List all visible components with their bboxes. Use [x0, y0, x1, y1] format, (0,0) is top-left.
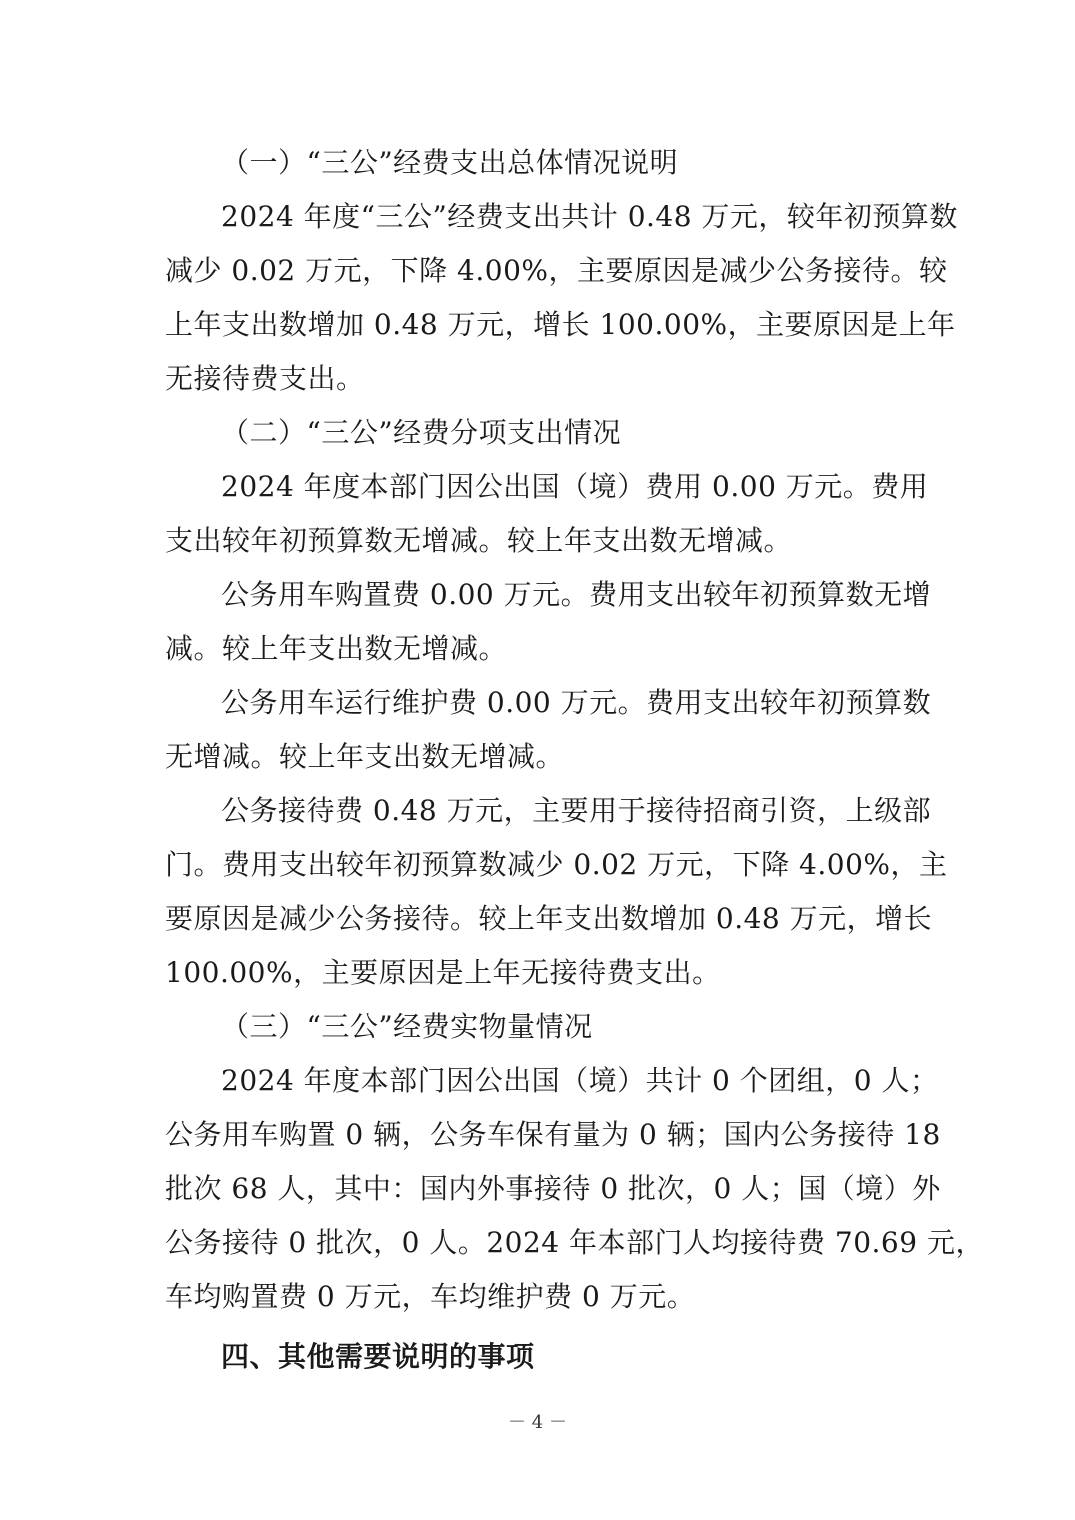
paragraph-line: 车均购置费 0 万元，车均维护费 0 万元。	[165, 1280, 696, 1313]
paragraph-line: 无增减。较上年支出数无增减。	[165, 740, 565, 773]
chapter-heading-4: 四、其他需要说明的事项	[221, 1340, 535, 1373]
section-heading-1: （一）“三公”经费支出总体情况说明	[221, 146, 679, 179]
paragraph-line: 门。费用支出较年初预算数减少 0.02 万元，下降 4.00%，主	[165, 848, 948, 881]
paragraph-line: 公务接待 0 批次，0 人。2024 年本部门人均接待费 70.69 元，	[165, 1226, 984, 1259]
document-body	[165, 136, 984, 1384]
section-heading-3: （三）“三公”经费实物量情况	[221, 1010, 593, 1043]
section-heading-2: （二）“三公”经费分项支出情况	[221, 416, 622, 449]
paragraph-line: 100.00%，主要原因是上年无接待费支出。	[165, 956, 721, 989]
paragraph-line: 上年支出数增加 0.48 万元，增长 100.00%，主要原因是上年	[165, 308, 956, 341]
paragraph-line: 公务接待费 0.48 万元，主要用于接待招商引资，上级部	[221, 794, 932, 827]
paragraph-line: 2024 年度“三公”经费支出共计 0.48 万元，较年初预算数	[221, 200, 958, 233]
paragraph-line: 无接待费支出。	[165, 362, 365, 395]
paragraph-line: 公务用车购置费 0.00 万元。费用支出较年初预算数无增	[221, 578, 932, 611]
paragraph-line: 减少 0.02 万元，下降 4.00%，主要原因是减少公务接待。较	[165, 254, 948, 287]
paragraph-line: 公务用车运行维护费 0.00 万元。费用支出较年初预算数	[221, 686, 932, 719]
page-number: － 4 －	[508, 1412, 567, 1433]
paragraph-line: 2024 年度本部门因公出国（境）共计 0 个团组，0 人；	[221, 1064, 939, 1097]
paragraph-line: 批次 68 人，其中：国内外事接待 0 批次，0 人；国（境）外	[165, 1172, 941, 1205]
paragraph-line: 减。较上年支出数无增减。	[165, 632, 508, 665]
paragraph-line: 2024 年度本部门因公出国（境）费用 0.00 万元。费用	[221, 470, 929, 503]
paragraph-line: 支出较年初预算数无增减。较上年支出数无增减。	[165, 524, 793, 557]
paragraph-line: 要原因是减少公务接待。较上年支出数增加 0.48 万元，增长	[165, 902, 933, 935]
paragraph-line: 公务用车购置 0 辆，公务车保有量为 0 辆；国内公务接待 18	[165, 1118, 941, 1151]
